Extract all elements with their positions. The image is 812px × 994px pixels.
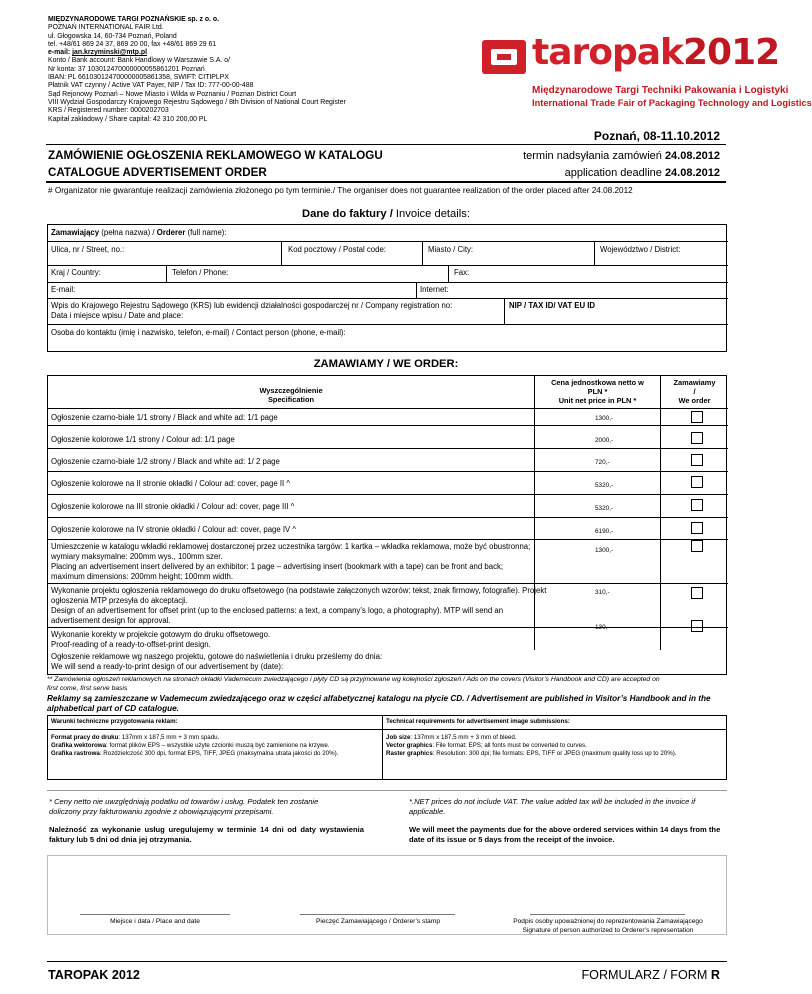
deadline-en: [565, 167, 720, 179]
company-info: [48, 16, 468, 124]
tech-requirements-box: [47, 715, 727, 780]
order-checkbox[interactable]: [691, 432, 703, 444]
col-divider: [416, 282, 417, 298]
stamp-line[interactable]: [300, 914, 455, 915]
order-checkbox[interactable]: [691, 620, 703, 632]
order-checkbox[interactable]: [691, 587, 703, 599]
title-top-rule: [46, 144, 726, 145]
signature-box: [47, 855, 727, 935]
order-checkbox[interactable]: [691, 522, 703, 534]
footer-rule: [47, 961, 727, 962]
price-header-2: PLN *: [587, 387, 608, 396]
contact-field[interactable]: Osoba do kontaktu (imię i nazwisko, telefon, e-mail) / Contact person (phone, e-mail):: [51, 328, 346, 337]
phone-field[interactable]: Telefon / Phone:: [172, 268, 229, 277]
order-item-price: 5320,-: [595, 505, 614, 512]
tech-key: Job size: [386, 734, 411, 741]
tech-pl-line: [51, 750, 338, 758]
row-divider: [48, 282, 728, 283]
krs-field-line2[interactable]: Data i miejsce wpisu / Date and place:: [51, 311, 184, 320]
taropak-logo-icon: [482, 40, 526, 74]
logo-subtitle-pl: Międzynarodowe Targi Techniki Pakowania i Logistyki: [532, 85, 789, 96]
tech-en-line: [386, 742, 587, 750]
company-line: Nr konta: 37 103012470000000055861201 Poznań: [48, 65, 205, 73]
row-divider: [48, 425, 728, 426]
footer-event-name: TAROPAK 2012: [48, 968, 140, 982]
tech-key: Format pracy do druku: [51, 734, 119, 741]
col-divider: [166, 265, 167, 282]
footer-form-id: [581, 968, 720, 982]
fax-field[interactable]: Fax:: [454, 268, 470, 277]
district-field[interactable]: Województwo / District:: [600, 245, 681, 254]
col-divider: [534, 376, 535, 663]
company-line: POZNAŃ INTERNATIONAL FAIR Ltd.: [48, 24, 164, 32]
tech-heading-en: Technical requirements for advertisement image submissions:: [386, 718, 570, 725]
orderer-label: [51, 228, 227, 238]
city-field[interactable]: Miasto / City:: [428, 245, 474, 254]
order-item-text: Ogłoszenie kolorowe 1/1 strony / Colour ad: 1/1 page: [51, 435, 235, 444]
insert-text-line: maximum dimensions: 200mm height; 100mm width.: [51, 572, 233, 581]
order-item-text: Ogłoszenie czarno-białe 1/2 strony / Black and white ad: 1/ 2 page: [51, 457, 280, 466]
cover-note-line: ** Zamówienia ogłoszeń reklamowych na stronach okładki Vademecum zwiedzającego i płyty CD są przyjmowane wg kolejności zgłoszeń / Ads on the covers (Visitor’s Handbook and CD) are accepted on: [47, 676, 660, 683]
order-item-text: Ogłoszenie kolorowe na II stronie okładki / Colour ad: cover, page II ^: [51, 479, 290, 488]
tech-pl-line: [51, 742, 330, 750]
col-divider: [594, 241, 595, 265]
title-bottom-rule: [46, 181, 726, 183]
insert-text-line: [51, 562, 503, 572]
row-divider: [48, 241, 728, 242]
tech-val: : 137mm x 187,5 mm + 3 mm of bleed.: [410, 734, 517, 741]
place-date-label: Miejsce i data / Place and date: [110, 918, 200, 925]
ready-design-row: [47, 650, 727, 674]
payment-note-en: We will meet the payments due for the above ordered services within 14 days from the date of its issue or 5 days from the receipt of the invoice.: [409, 825, 721, 844]
insert-price: 1300,-: [595, 547, 614, 554]
design-text-line: ogłoszenia MTP przesyła do akceptacji.: [51, 596, 188, 605]
orderer-en: Orderer: [156, 228, 186, 237]
row-divider: [48, 324, 728, 325]
email-field[interactable]: E-mail:: [51, 285, 76, 294]
tech-key: Grafika wektorowa: [51, 742, 107, 749]
order-item-text: Ogłoszenie kolorowe na III stronie okładki / Colour ad: cover, page III ^: [51, 502, 295, 511]
signature-line[interactable]: [530, 914, 685, 915]
vat-note-pl: * Ceny netto nie uwzględniają podatku od towarów i usług. Podatek ten zostanie doliczony przy fakturowaniu zgodnie z obowiązującymi przepisami.: [49, 797, 319, 816]
proof-price: 130,-: [595, 624, 610, 631]
tech-val: : 137mm x 187,5 mm + 3 mm spadu.: [118, 734, 220, 741]
company-line: Kapitał zakładowy / Share capital: 42 310 200,00 PL: [48, 115, 208, 123]
event-date: Poznań, 08-11.10.2012: [593, 129, 720, 143]
deadline-pl-label: termin nadsyłania zamówień: [523, 150, 665, 162]
publish-note-line: alphabetical part of CD catalogue.: [47, 704, 179, 713]
orderer-mid: (pełna nazwa) /: [99, 228, 157, 237]
spec-header-pl: Wyszczególnienie: [259, 386, 323, 395]
tech-val: : Resolution: 300 dpi; file formats: EPS, TIFF or JPEG (maximum quality loss up to 20%).: [432, 750, 677, 757]
order-checkbox[interactable]: [691, 476, 703, 488]
order-heading: ZAMAWIAMY / WE ORDER:: [313, 358, 459, 370]
row-divider: [48, 627, 728, 628]
company-line: KRS / Registered number: 0000202703: [48, 107, 169, 115]
proof-text-line: Wykonanie korekty w projekcie gotowym do druku offsetowego.: [51, 630, 271, 639]
email-link[interactable]: jan.krzyminski@mtp.pl: [72, 49, 148, 57]
orderer-end: (full name):: [185, 228, 227, 237]
order-item-price: 2000,-: [595, 437, 614, 444]
signature-label-1: Podpis osoby upoważnionej do reprezentowania Zamawiającego: [513, 918, 703, 925]
nip-field[interactable]: NIP / TAX ID/ VAT EU ID: [509, 301, 596, 310]
ready-text-line: Ogłoszenie reklamowe wg naszego projektu, gotowe do naświetlenia i druku prześlemy do dnia:: [51, 652, 383, 661]
col-divider: [422, 241, 423, 265]
email-label: e-mail:: [48, 49, 73, 57]
row-divider: [48, 408, 728, 409]
col-divider: [281, 241, 282, 265]
company-line: ul. Głogowska 14, 60-734 Poznań, Poland: [48, 32, 177, 40]
order-table: [47, 375, 727, 662]
signature-label-2: Signature of person authorized to Orderer’s representation: [522, 927, 694, 934]
insert-text-line: wymiary maksymalne: 200mm wys., 100mm szer.: [51, 552, 223, 561]
order-item-text: Ogłoszenie kolorowe na IV stronie okładki / Colour ad: cover, page IV ^: [51, 525, 297, 534]
company-line: VIII Wydział Gospodarczy Krajowego Rejestru Sądowego / 8th Division of National Court Register: [48, 98, 346, 106]
payment-note-pl: Należność za wykonanie usług uregulujemy w terminie 14 dni od daty wystawienia faktury lub 5 dni od dnia jej otrzymania.: [49, 825, 364, 844]
order-item-price: 6190,-: [595, 528, 614, 535]
order-checkbox[interactable]: [691, 499, 703, 511]
invoice-heading-pl: Dane do faktury /: [302, 208, 396, 220]
tech-key: Raster graphics: [386, 750, 433, 757]
order-checkbox[interactable]: [691, 454, 703, 466]
company-name: MIĘDZYNARODOWE TARGI POZNAŃSKIE sp. z o. o.: [48, 16, 219, 23]
design-text-line: Wykonanie projektu ogłoszenia reklamowego do druku offsetowego (na podstawie załączonych wzorów: tekst, znak firmowy, fotografie). Projekt: [51, 586, 547, 595]
orderer-pl: Zamawiający: [51, 228, 100, 237]
proof-text-line: Proof-reading of a ready-to-offset-print design.: [51, 640, 211, 649]
tech-en-line: [386, 750, 676, 758]
form-title-pl: ZAMÓWIENIE OGŁOSZENIA REKLAMOWEGO W KATALOGU: [48, 149, 383, 162]
col-divider: [660, 376, 661, 663]
order-item-price: 720,-: [595, 459, 610, 466]
logo-word: taropak: [532, 32, 683, 73]
col-divider: [448, 265, 449, 282]
ready-text-line[interactable]: We will send a ready-to-print design of our advertisement by (date):: [51, 662, 284, 671]
row-divider: [48, 471, 728, 472]
company-line: IBAN: PL 661030124700000005861358, SWIFT: CITIPLPX: [48, 74, 229, 82]
order-item-price: 5320,-: [595, 482, 614, 489]
spec-header-en: Specification: [268, 395, 314, 404]
order-header-3: We order: [678, 396, 711, 405]
invoice-heading: [46, 208, 726, 220]
footer-form-prefix: FORMULARZ / FORM: [581, 968, 711, 982]
internet-field[interactable]: Internet:: [420, 285, 449, 294]
publish-note: [47, 694, 731, 714]
row-divider: [48, 517, 728, 518]
cover-note-line: first come, first serve basis: [47, 685, 128, 692]
price-header-1: Cena jednostkowa netto w: [551, 378, 644, 387]
publish-note-line: Reklamy są zamieszczane w Vademecum zwiedzającego oraz w części alfabetycznej katalogu na płycie CD. / Advertisement are published in Visitor’s Handbook and in the: [47, 694, 711, 703]
invoice-grid: [47, 224, 727, 352]
design-price: 310,-: [595, 589, 610, 596]
street-field[interactable]: Ulica, nr / Street, no.:: [51, 245, 125, 254]
tech-val: : format plików EPS – wszystkie użyte czcionki muszą być zamienione na krzywe.: [106, 742, 330, 749]
order-header-2: /: [693, 387, 696, 396]
footer-form-letter: R: [710, 968, 720, 982]
company-email-line: [48, 49, 468, 57]
row-divider: [48, 265, 728, 266]
row-divider: [48, 448, 728, 449]
price-header-3: Unit net price in PLN *: [558, 396, 637, 405]
country-field[interactable]: Kraj / Country:: [51, 268, 101, 277]
row-divider: [48, 298, 728, 299]
tech-pl-line: [51, 734, 219, 742]
col-divider: [382, 716, 383, 779]
postal-field[interactable]: Kod pocztowy / Postal code:: [288, 245, 386, 254]
company-line: Konto / Bank account: Bank Handlowy w Warszawie S.A. o/: [48, 57, 231, 65]
row-divider: [48, 539, 728, 540]
tech-val: : File format: EPS; all fonts must be converted to curves.: [432, 742, 587, 749]
tech-val: : Rozdzielczość 300 dpi, format EPS, TIFF, JPEG (maksymalna utrata jakości do 20%).: [99, 750, 339, 757]
cover-note: [47, 675, 731, 693]
logo-subtitle-en: International Trade Fair of Packaging Technology and Logistics: [532, 98, 812, 108]
invoice-heading-en: Invoice details:: [395, 208, 470, 220]
guarantee-note: # Organizator nie gwarantuje realizacji zamówienia złożonego po tym terminie./ The organiser does not guarantee realization of the order placed after 24.08.2012: [48, 186, 633, 195]
order-item-price: 1300,-: [595, 415, 614, 422]
logo-wordmark: [532, 32, 779, 73]
stamp-label: Pieczęć Zamawiającego / Orderer’s stamp: [316, 918, 440, 925]
insert-text-line: Umieszczenie w katalogu wkładki reklamowej dostarczonej przez uczestnika targów: 1 kartka – wkładka reklamowa, może być obustronna;: [51, 542, 531, 551]
order-header-1: Zamawiamy: [673, 378, 716, 387]
design-text-line: advertisement design for approval.: [51, 616, 171, 625]
deadline-pl: [523, 150, 720, 162]
form-title-en: CATALOGUE ADVERTISEMENT ORDER: [48, 166, 267, 179]
tech-heading-pl: Warunki techniczne przygotowania reklam:: [51, 718, 178, 725]
row-divider: [48, 729, 726, 730]
tech-en-line: [386, 734, 517, 742]
order-item-text: Ogłoszenie czarno-białe 1/1 strony / Black and white ad: 1/1 page: [51, 413, 278, 422]
row-divider: [48, 494, 728, 495]
deadline-en-label: application deadline: [564, 167, 665, 179]
order-checkbox[interactable]: [691, 540, 703, 552]
order-checkbox[interactable]: [691, 411, 703, 423]
logo-year: 2012: [683, 32, 780, 73]
deadline-pl-date: 24.08.2012: [664, 150, 720, 162]
insert-text: Placing an advertisement insert delivered by an exhibitor: 1 page – advertising insert (bookmark with a tape) can be front and back;: [51, 562, 504, 571]
company-line: Sąd Rejonowy Poznań – Nowe Miasto i Wilda w Poznaniu / Poznan District Court: [48, 90, 297, 98]
col-divider: [504, 298, 505, 324]
place-date-line[interactable]: [80, 914, 230, 915]
vat-note-en: *.NET prices do not include VAT. The value added tax will be included in the invoice if applicable.: [409, 797, 696, 816]
deadline-en-date: 24.08.2012: [664, 167, 720, 179]
tech-key: Grafika rastrowa: [51, 750, 100, 757]
row-divider: [48, 583, 728, 584]
company-line: Płatnik VAT czynny / Active VAT Payer, NIP / Tax ID: 777-00-00-488: [48, 82, 254, 90]
design-text-line: Design of an advertisement for offset print (up to the enclosed patterns: a text, a company’s logo, a photography). MTP will send an: [51, 606, 504, 615]
krs-field-line1[interactable]: Wpis do Krajowego Rejestru Sądowego (KRS) lub ewidencji działalności gospodarczej nr / Company registration no:: [51, 301, 453, 310]
divider: [47, 790, 727, 791]
company-line: tel. +48/61 869 24 37, 869 20 00, fax +48/61 869 29 61: [48, 40, 217, 48]
tech-key: Vector graphics: [386, 742, 433, 749]
